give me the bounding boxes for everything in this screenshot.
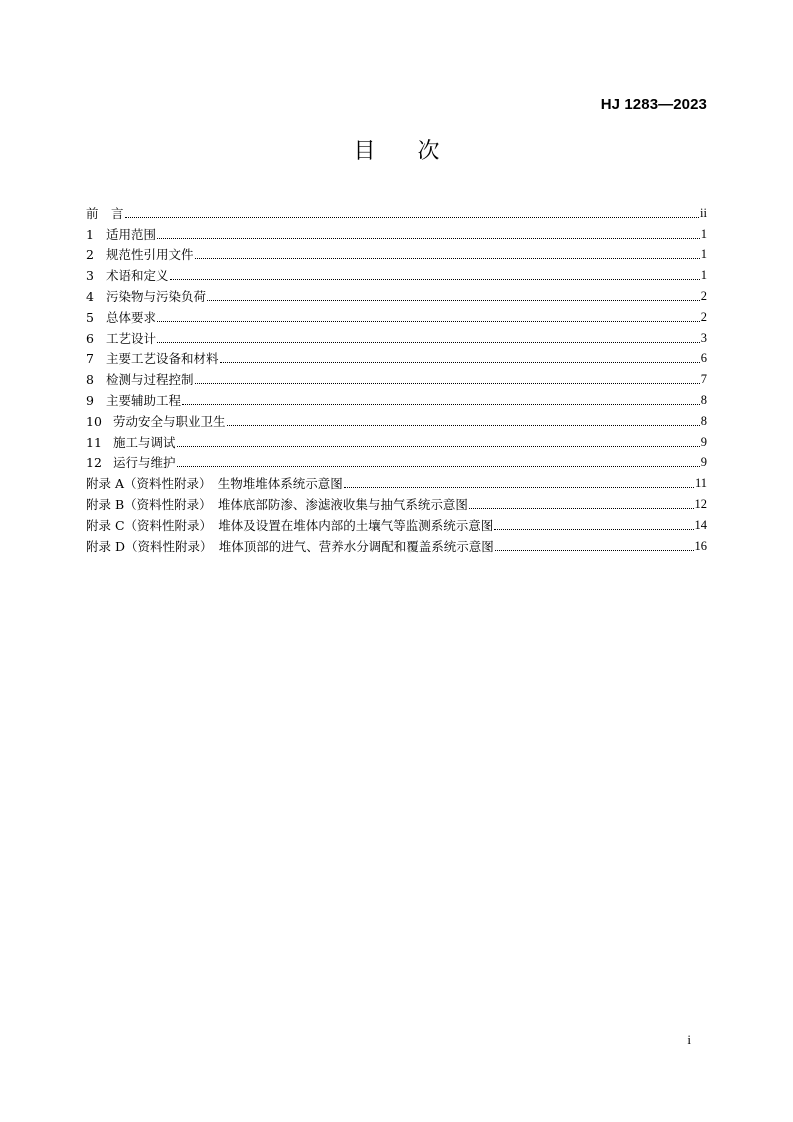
toc-entry-page: 1 bbox=[700, 247, 707, 262]
toc-entry[interactable] bbox=[86, 304, 707, 325]
toc-entry-title: 附录 A（资料性附录） 生物堆堆体系统示意图 bbox=[86, 476, 343, 492]
toc-entry-page: 7 bbox=[700, 372, 707, 387]
toc-dot-leader bbox=[170, 279, 700, 280]
toc-entry-page: 1 bbox=[700, 268, 707, 283]
toc-dot-leader bbox=[177, 446, 700, 447]
toc-entry-number: 7 bbox=[86, 351, 94, 367]
toc-dot-leader bbox=[157, 342, 700, 343]
toc-dot-leader bbox=[469, 508, 694, 509]
toc-entry-page: 12 bbox=[694, 496, 707, 511]
toc-dot-leader bbox=[177, 466, 700, 467]
toc-entry-number: 9 bbox=[86, 392, 94, 408]
toc-entry-title: 附录 D（资料性附录） 堆体顶部的进气、营养水分调配和覆盖系统示意图 bbox=[86, 538, 494, 554]
toc-entry-title: 主要辅助工程 bbox=[106, 392, 182, 408]
toc-entry-number: 4 bbox=[86, 288, 94, 304]
toc-dot-leader bbox=[495, 550, 694, 551]
toc-entry[interactable] bbox=[86, 346, 707, 367]
toc-entry-title: 规范性引用文件 bbox=[106, 247, 194, 263]
toc-dot-leader bbox=[195, 383, 700, 384]
toc-entry-page: 9 bbox=[700, 455, 707, 470]
toc-entry-number: 10 bbox=[86, 413, 102, 429]
toc-entry-title: 检测与过程控制 bbox=[106, 372, 194, 388]
toc-entry-page: 3 bbox=[700, 330, 707, 345]
toc-entry-title: 术语和定义 bbox=[106, 268, 169, 284]
toc-entry[interactable] bbox=[86, 200, 707, 221]
page-number: i bbox=[687, 1032, 691, 1047]
toc-dot-leader bbox=[344, 487, 694, 488]
document-id: HJ 1283—2023 bbox=[600, 96, 707, 113]
toc-dot-leader bbox=[182, 404, 700, 405]
toc-entry[interactable] bbox=[86, 221, 707, 242]
toc-dot-leader bbox=[220, 362, 700, 363]
toc-entry-number: 12 bbox=[86, 455, 102, 471]
toc-dot-leader bbox=[195, 258, 700, 259]
toc-entry-title: 污染物与污染负荷 bbox=[106, 288, 207, 304]
toc-entry-page: 1 bbox=[700, 226, 707, 241]
toc-entry-title: 运行与维护 bbox=[113, 455, 176, 471]
table-of-contents bbox=[86, 200, 707, 554]
toc-entry[interactable] bbox=[86, 450, 707, 471]
toc-entry-page: 8 bbox=[700, 413, 707, 428]
toc-entry-page: 2 bbox=[700, 288, 707, 303]
toc-entry-title: 工艺设计 bbox=[106, 330, 157, 346]
toc-entry-number: 8 bbox=[86, 372, 94, 388]
toc-entry-page: 11 bbox=[694, 476, 707, 491]
toc-entry-number: 2 bbox=[86, 247, 94, 263]
toc-dot-leader bbox=[157, 321, 700, 322]
toc-entry-title: 前 言 bbox=[86, 205, 124, 221]
toc-entry-page: 16 bbox=[694, 538, 707, 553]
toc-entry-page: ii bbox=[700, 205, 707, 220]
toc-dot-leader bbox=[227, 425, 700, 426]
toc-entry-title: 附录 C（资料性附录） 堆体及设置在堆体内部的土壤气等监测系统示意图 bbox=[86, 517, 494, 533]
toc-dot-leader bbox=[125, 217, 700, 218]
toc-entry[interactable] bbox=[86, 262, 707, 283]
toc-entry-title: 附录 B（资料性附录） 堆体底部防渗、渗滤液收集与抽气系统示意图 bbox=[86, 496, 468, 512]
toc-entry[interactable] bbox=[86, 429, 707, 450]
toc-entry[interactable] bbox=[86, 366, 707, 387]
toc-entry[interactable] bbox=[86, 470, 707, 491]
toc-entry-title: 总体要求 bbox=[106, 309, 157, 325]
toc-entry-page: 8 bbox=[700, 392, 707, 407]
toc-entry-page: 9 bbox=[700, 434, 707, 449]
toc-entry-title: 主要工艺设备和材料 bbox=[106, 351, 219, 367]
toc-entry-page: 2 bbox=[700, 309, 707, 324]
toc-entry[interactable] bbox=[86, 325, 707, 346]
toc-entry[interactable] bbox=[86, 491, 707, 512]
toc-entry[interactable] bbox=[86, 408, 707, 429]
toc-entry[interactable] bbox=[86, 387, 707, 408]
toc-dot-leader bbox=[207, 300, 700, 301]
toc-entry[interactable] bbox=[86, 512, 707, 533]
toc-dot-leader bbox=[494, 529, 693, 530]
page-title: 目次 bbox=[353, 139, 482, 164]
toc-entry-number: 3 bbox=[86, 268, 94, 284]
toc-entry-title: 劳动安全与职业卫生 bbox=[113, 413, 226, 429]
toc-entry-page: 6 bbox=[700, 351, 707, 366]
toc-entry-number: 6 bbox=[86, 330, 94, 346]
toc-entry[interactable] bbox=[86, 283, 707, 304]
toc-entry-page: 14 bbox=[694, 517, 707, 532]
toc-entry-number: 1 bbox=[86, 226, 94, 242]
toc-dot-leader bbox=[157, 238, 700, 239]
toc-entry-number: 5 bbox=[86, 309, 94, 325]
toc-entry-title: 适用范围 bbox=[106, 226, 157, 242]
toc-entry-title: 施工与调试 bbox=[113, 434, 176, 450]
toc-entry[interactable] bbox=[86, 533, 707, 554]
toc-entry[interactable] bbox=[86, 242, 707, 263]
toc-entry-number: 11 bbox=[86, 434, 102, 450]
